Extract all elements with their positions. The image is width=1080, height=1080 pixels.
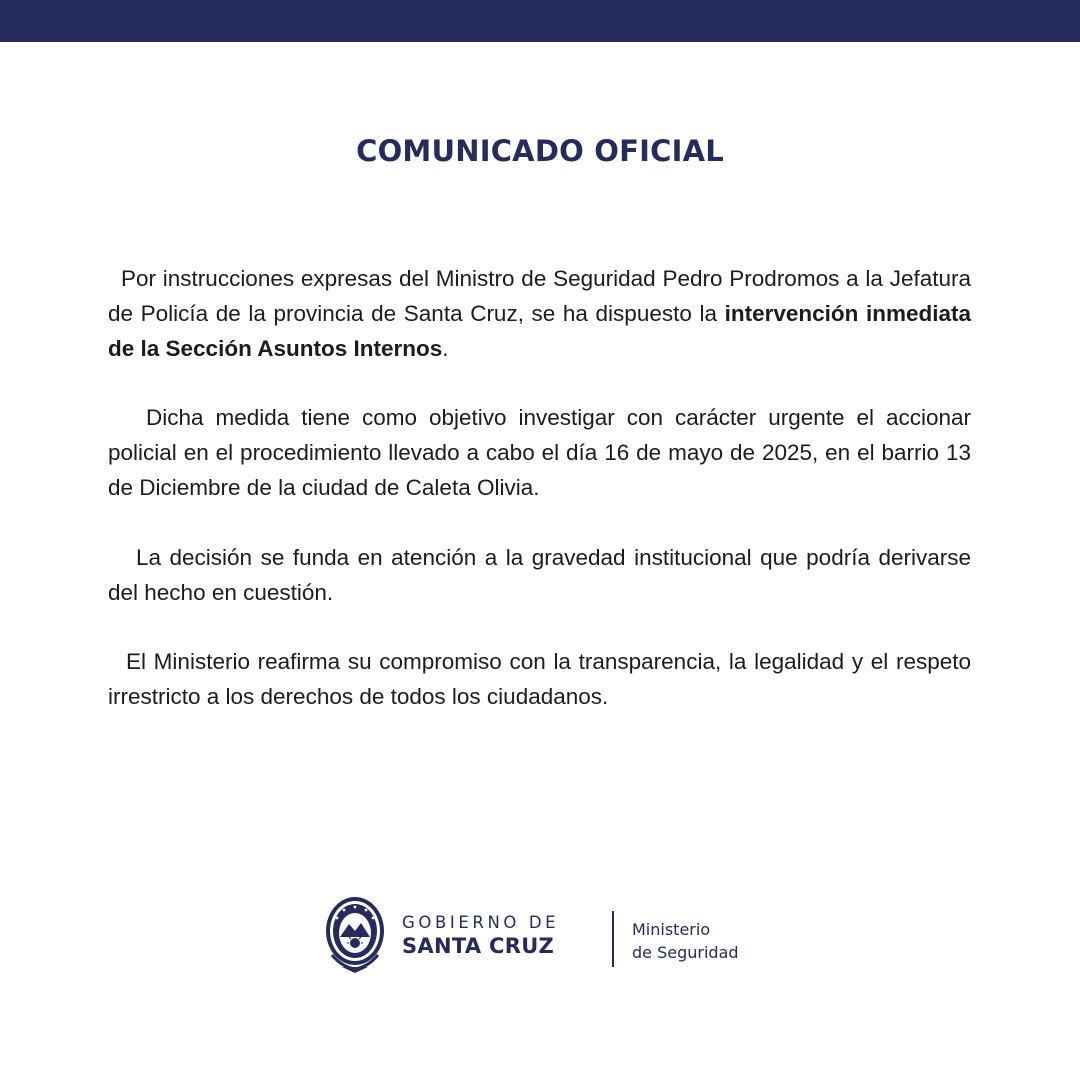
paragraph-1: [108, 262, 971, 366]
government-wordmark: [402, 913, 559, 959]
page-title: COMUNICADO OFICIAL: [356, 134, 724, 168]
ministry-line-1: Ministerio: [632, 920, 711, 939]
province-name: SANTA CRUZ: [402, 934, 555, 958]
footer-divider: [612, 911, 614, 967]
santa-cruz-coat-of-arms-icon: [322, 893, 388, 975]
communique-body: [108, 262, 971, 750]
paragraph-3: La decisión se funda en atención a la gravedad institucional que podría derivarse del hecho en cuestión.: [108, 544, 971, 605]
ministry-line-2: de Seguridad: [632, 943, 739, 962]
paragraph-2: Dicha medida tiene como objetivo investigar con carácter urgente el accionar policial en el procedimiento llevado a cabo el día 16 de mayo de 2025, en el barrio 13 de Diciembre de la ciudad de Caleta Olivia.: [108, 405, 971, 500]
ministry-wordmark: [632, 918, 739, 964]
footer-logo-block: [322, 893, 762, 977]
government-label: GOBIERNO DE: [402, 913, 560, 932]
top-banner-bar: [0, 0, 1080, 42]
paragraph-1-emphasis: intervención inmediata de la Sección Asuntos Internos: [108, 300, 972, 361]
paragraph-4: El Ministerio reafirma su compromiso con la transparencia, la legalidad y el respeto irrestricto a los derechos de todos los ciudadanos.: [108, 649, 971, 710]
paragraph-1-end: .: [442, 335, 449, 361]
paragraph-1-text: Por instrucciones expresas del Ministro de Seguridad Pedro Prodromos a la Jefatura de Policía de la provincia de Santa Cruz, se ha dispuesto la: [108, 266, 971, 326]
